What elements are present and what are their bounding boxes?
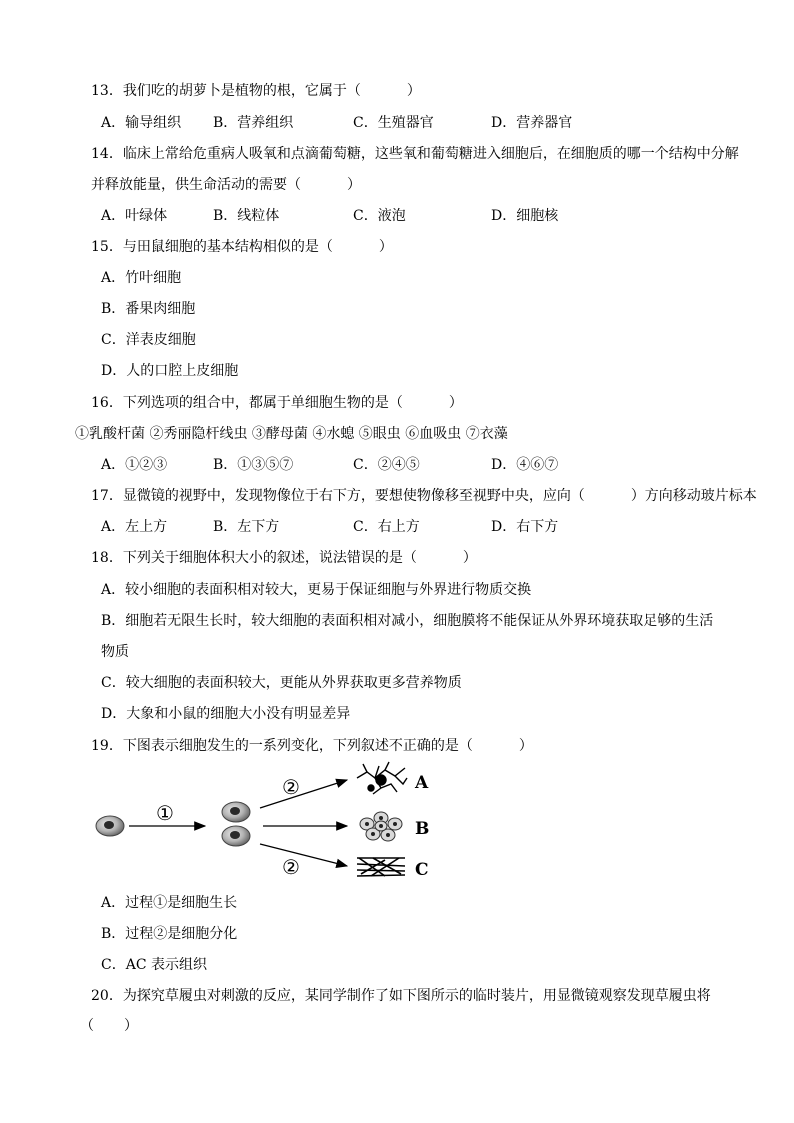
q18-option-c: C．较大细胞的表面积较大，更能从外界获取更多营养物质 [101, 675, 462, 691]
q18-option-b-line2: 物质 [101, 644, 129, 660]
q18-option-a: A．较小细胞的表面积相对较大，更易于保证细胞与外界进行物质交换 [101, 582, 532, 598]
q16-option-b: B．①③⑤⑦ [213, 457, 294, 473]
tissue-label-a: A [415, 773, 429, 793]
q15-option-d: D．人的口腔上皮细胞 [101, 363, 239, 379]
process-2-label-bottom: ② [282, 855, 300, 879]
q13-option-d: D．营养器官 [491, 115, 573, 131]
question-15-stem: 15．与田鼠细胞的基本结构相似的是（ ） [91, 239, 393, 255]
q13-option-b: B．营养组织 [213, 115, 294, 131]
q14-option-c: C．液泡 [353, 208, 406, 224]
q13-option-a: A．输导组织 [101, 115, 182, 131]
q16-option-c: C．②④⑤ [353, 457, 420, 473]
question-20-stem: 20．为探究草履虫对刺激的反应，某同学制作了如下图所示的临时装片，用显微镜观察发现草履虫将 [91, 988, 711, 1004]
process-2-arrow-top [260, 780, 347, 808]
q14-option-d: D．细胞核 [491, 208, 559, 224]
q13-option-c: C．生殖器官 [353, 115, 434, 131]
nerve-tissue-icon [357, 762, 407, 794]
tissue-label-c: C [415, 860, 429, 880]
question-20-stem-line2: （ ） [80, 1018, 138, 1034]
cell-change-figure [85, 758, 445, 888]
q14-option-b: B．线粒体 [213, 208, 280, 224]
question-18-stem: 18．下列关于细胞体积大小的叙述，说法错误的是（ ） [91, 550, 477, 566]
q19-option-b: B．过程②是细胞分化 [101, 926, 238, 942]
q19-option-a: A．过程①是细胞生长 [101, 895, 238, 911]
question-14-stem: 14．临床上常给危重病人吸氧和点滴葡萄糖，这些氧和葡萄糖进入细胞后，在细胞质的哪一个结构中分解 [91, 146, 739, 162]
question-16-stem: 16．下列选项的组合中，都属于单细胞生物的是（ ） [91, 395, 463, 411]
tissue-label-b: B [415, 819, 430, 839]
q17-option-d: D．右下方 [491, 519, 559, 535]
q15-option-c: C．洋表皮细胞 [101, 332, 196, 348]
q16-option-a: A．①②③ [101, 457, 168, 473]
q19-option-c: C．AC 表示组织 [101, 957, 207, 973]
q17-option-b: B．左下方 [213, 519, 280, 535]
q15-option-a: A．竹叶细胞 [101, 270, 182, 286]
divided-cells-icon [222, 802, 250, 846]
cell-cluster-tissue-icon [360, 812, 402, 841]
q15-option-b: B．番果肉细胞 [101, 301, 196, 317]
single-cell-icon [96, 816, 124, 836]
question-14-stem-line2: 并释放能量，供生命活动的需要（ ） [91, 177, 361, 193]
q17-option-c: C．右上方 [353, 519, 420, 535]
process-2-arrow-bottom [260, 844, 347, 866]
question-19-stem: 19．下图表示细胞发生的一系列变化，下列叙述不正确的是（ ） [91, 738, 533, 754]
fiber-tissue-icon [357, 858, 405, 876]
question-13-stem: 13．我们吃的胡萝卜是植物的根，它属于（ ） [91, 83, 421, 99]
q18-option-b: B．细胞若无限生长时，较大细胞的表面积相对减小，细胞膜将不能保证从外界环境获取足够的生活 [101, 613, 714, 629]
process-1-label: ① [156, 801, 174, 825]
q18-option-d: D．大象和小鼠的细胞大小没有明显差异 [101, 706, 351, 722]
process-2-label-top: ② [282, 775, 300, 799]
q17-option-a: A．左上方 [101, 519, 168, 535]
q14-option-a: A．叶绿体 [101, 208, 168, 224]
q16-option-d: D．④⑥⑦ [491, 457, 559, 473]
q16-items-list: ①乳酸杆菌 ②秀丽隐杆线虫 ③酵母菌 ④水螅 ⑤眼虫 ⑥血吸虫 ⑦衣藻 [75, 426, 508, 442]
question-17-stem: 17．显微镜的视野中，发现物像位于右下方，要想使物像移至视野中央，应向（ ）方向移动玻片标本 [91, 488, 757, 504]
